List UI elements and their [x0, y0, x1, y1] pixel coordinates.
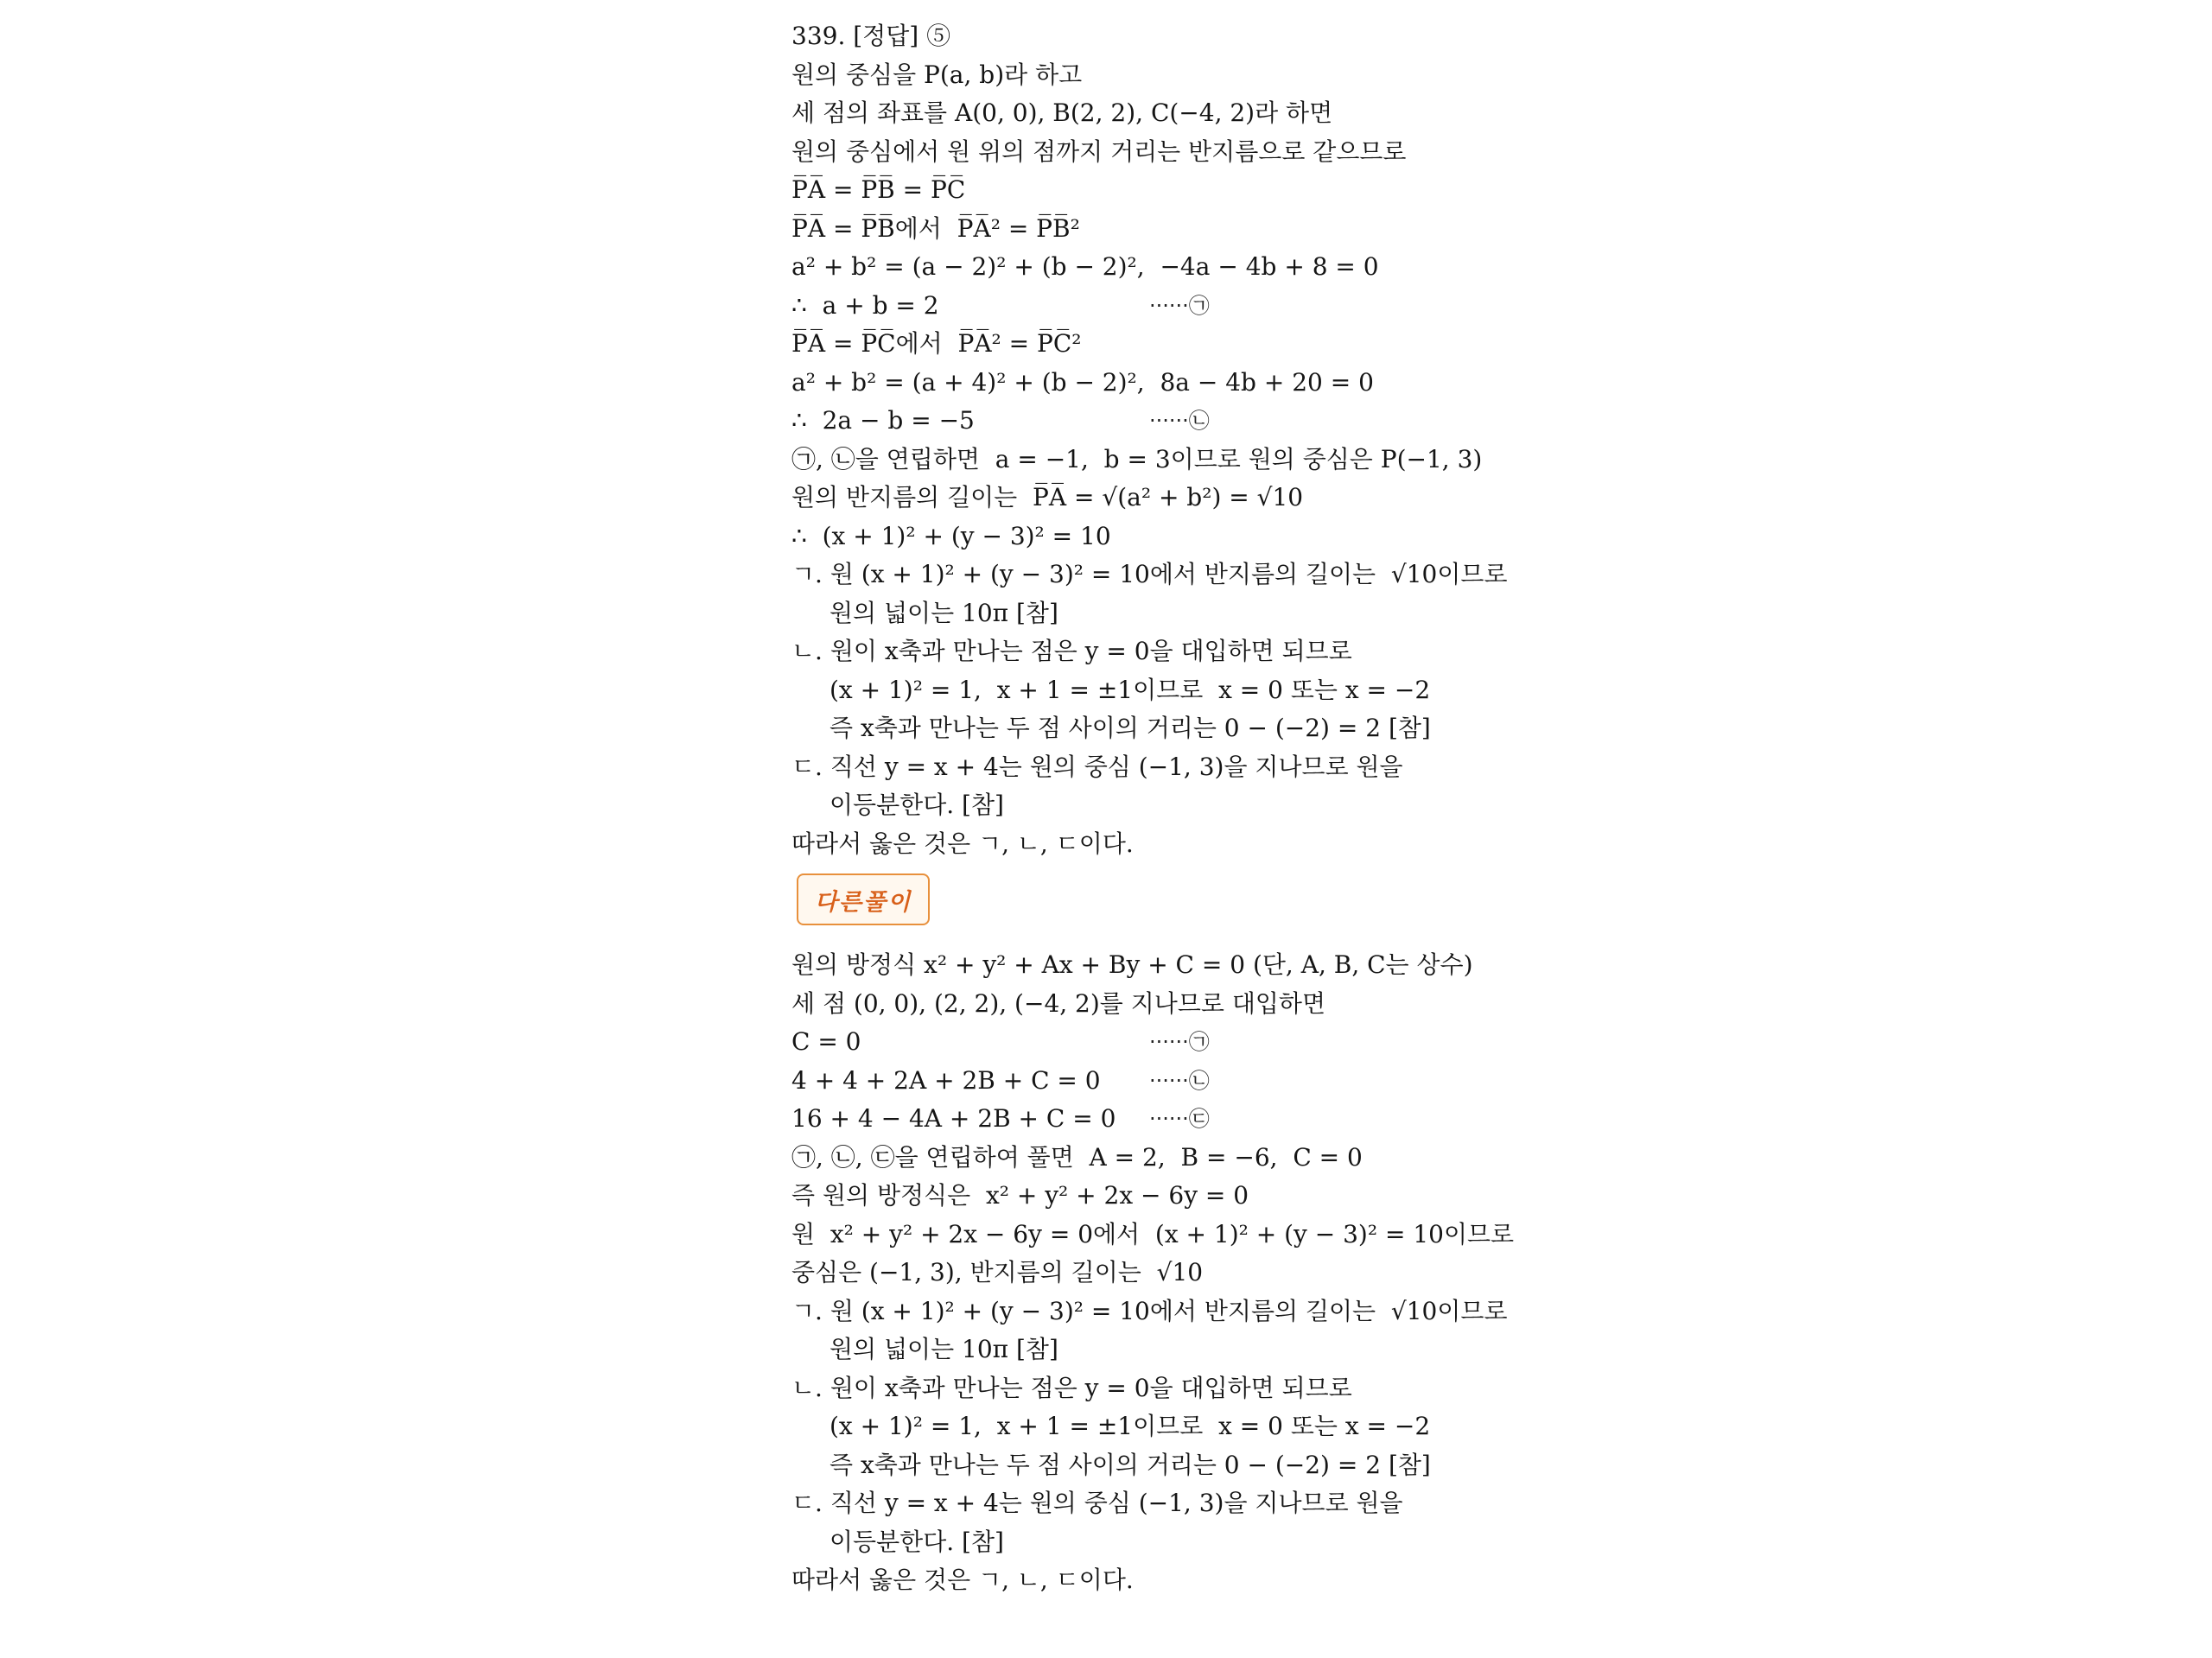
- line-text: 원 x² + y² + 2x − 6y = 0에서 (x + 1)² + (y − 3)² = 10이므로: [791, 1219, 1515, 1248]
- line-text: ㉠, ㉡을 연립하면 a = −1, b = 3이므로 원의 중심은 P(−1, 3): [791, 444, 1483, 473]
- solution-line: [791, 441, 1656, 480]
- solution-line: [791, 518, 1656, 556]
- solution-line: [791, 287, 1656, 326]
- equation-marker: ······㉡: [1149, 409, 1210, 433]
- alt-solution-badge: 다른풀이: [797, 873, 930, 925]
- line-text: 즉 x축과 만나는 두 점 사이의 거리는 0 − (−2) = 2 [참]: [830, 714, 1431, 742]
- line-text: ㄱ. 원 (x + 1)² + (y − 3)² = 10에서 반지름의 길이는 √10이므로: [791, 1296, 1508, 1325]
- line-text: 세 점 (0, 0), (2, 2), (−4, 2)를 지나므로 대입하면: [791, 988, 1326, 1018]
- line-text: 이등분한다. [참]: [830, 1527, 1004, 1556]
- solution-line: [791, 1177, 1656, 1216]
- line-text: 세 점의 좌표를 A(0, 0), B(2, 2), C(−4, 2)라 하면: [791, 98, 1333, 127]
- alt-solution-header: [791, 863, 1656, 946]
- solution-line: [791, 825, 1656, 864]
- line-text: C = 0: [791, 1027, 861, 1056]
- line-text: 즉 원의 방정식은 x² + y² + 2x − 6y = 0: [791, 1181, 1249, 1210]
- solution-line: [791, 632, 1656, 671]
- line-text: ㄷ. 직선 y = x + 4는 원의 중심 (−1, 3)을 지나므로 원을: [791, 1489, 1403, 1517]
- line-text: 원의 방정식 x² + y² + Ax + By + C = 0 (단, A, B, C는 상수): [791, 950, 1473, 979]
- line-text: ㄴ. 원이 x축과 만나는 점은 y = 0을 대입하면 되므로: [791, 637, 1352, 665]
- solution-line: [791, 985, 1656, 1024]
- solution-line: [791, 479, 1656, 518]
- solution-line: [791, 364, 1656, 403]
- solution-line: [791, 17, 1656, 56]
- solution-line: [791, 1331, 1656, 1369]
- main-solution: [791, 17, 1656, 863]
- solution-line: [791, 594, 1656, 633]
- solution-line: [791, 1139, 1656, 1178]
- line-text: a² + b² = (a + 4)² + (b − 2)², 8a − 4b + 20 = 0: [791, 367, 1374, 397]
- solution-line: [791, 1216, 1656, 1255]
- equation-marker: ······㉠: [1149, 293, 1210, 318]
- line-text: ㄱ. 원 (x + 1)² + (y − 3)² = 10에서 반지름의 길이는 √10이므로: [791, 560, 1508, 588]
- line-text: 원의 중심을 P(a, b)라 하고: [791, 60, 1083, 89]
- line-text: (x + 1)² = 1, x + 1 = ±1이므로 x = 0 또는 x = −2: [830, 675, 1431, 704]
- solution-line: [791, 1369, 1656, 1408]
- line-text: ∴ a + b = 2: [791, 290, 939, 320]
- solution-document: [791, 17, 1656, 1600]
- solution-line: [791, 210, 1656, 249]
- solution-line: [791, 1062, 1656, 1101]
- solution-line: [791, 1100, 1656, 1139]
- line-text: 원의 넓이는 10π [참]: [830, 1335, 1058, 1363]
- equation-marker: ······㉡: [1149, 1068, 1210, 1093]
- solution-line: [791, 133, 1656, 172]
- solution-line: [791, 1293, 1656, 1331]
- line-text: ∴ (x + 1)² + (y − 3)² = 10: [791, 521, 1111, 550]
- line-text: 4 + 4 + 2A + 2B + C = 0: [791, 1065, 1101, 1095]
- line-text: a² + b² = (a − 2)² + (b − 2)², −4a − 4b + 8 = 0: [791, 252, 1379, 281]
- solution-line: [791, 325, 1656, 364]
- solution-line: [791, 748, 1656, 787]
- equation-marker: ······㉢: [1149, 1107, 1210, 1131]
- solution-line: [791, 1446, 1656, 1485]
- alt-solution: [791, 946, 1656, 1600]
- equation-marker: ······㉠: [1149, 1030, 1210, 1054]
- line-text: (x + 1)² = 1, x + 1 = ±1이므로 x = 0 또는 x = −2: [830, 1412, 1431, 1440]
- line-text: P̅A̅ = P̅B̅ = P̅C̅: [791, 175, 966, 204]
- line-text: 16 + 4 − 4A + 2B + C = 0: [791, 1104, 1116, 1133]
- solution-line: [791, 402, 1656, 441]
- line-text: 따라서 옳은 것은 ㄱ, ㄴ, ㄷ이다.: [791, 1566, 1134, 1594]
- line-text: 따라서 옳은 것은 ㄱ, ㄴ, ㄷ이다.: [791, 829, 1134, 858]
- line-text: ㉠, ㉡, ㉢을 연립하여 풀면 A = 2, B = −6, C = 0: [791, 1142, 1363, 1172]
- solution-line: [791, 556, 1656, 594]
- line-text: 원의 넓이는 10π [참]: [830, 598, 1058, 627]
- line-text: 339. [정답] ⑤: [791, 22, 951, 50]
- solution-line: [791, 946, 1656, 985]
- solution-line: [791, 171, 1656, 210]
- line-text: 중심은 (−1, 3), 반지름의 길이는 √10: [791, 1258, 1204, 1286]
- solution-line: [791, 248, 1656, 287]
- solution-line: [791, 1254, 1656, 1293]
- line-text: P̅A̅ = P̅B̅에서 P̅A̅² = P̅B̅²: [791, 213, 1080, 243]
- solution-line: [791, 1407, 1656, 1446]
- line-text: ㄴ. 원이 x축과 만나는 점은 y = 0을 대입하면 되므로: [791, 1373, 1352, 1402]
- solution-line: [791, 1561, 1656, 1600]
- solution-line: [791, 56, 1656, 95]
- solution-line: [791, 1023, 1656, 1062]
- solution-line: [791, 709, 1656, 748]
- line-text: 이등분한다. [참]: [830, 791, 1004, 819]
- line-text: ㄷ. 직선 y = x + 4는 원의 중심 (−1, 3)을 지나므로 원을: [791, 752, 1403, 781]
- solution-line: [791, 671, 1656, 710]
- line-text: 원의 반지름의 길이는 P̅A̅ = √(a² + b²) = √10: [791, 483, 1304, 511]
- line-text: 원의 중심에서 원 위의 점까지 거리는 반지름으로 같으므로: [791, 137, 1407, 166]
- solution-line: [791, 94, 1656, 133]
- solution-line: [791, 786, 1656, 825]
- line-text: P̅A̅ = P̅C̅에서 P̅A̅² = P̅C̅²: [791, 329, 1082, 358]
- solution-line: [791, 1484, 1656, 1523]
- line-text: ∴ 2a − b = −5: [791, 406, 975, 435]
- solution-line: [791, 1523, 1656, 1562]
- line-text: 즉 x축과 만나는 두 점 사이의 거리는 0 − (−2) = 2 [참]: [830, 1450, 1431, 1479]
